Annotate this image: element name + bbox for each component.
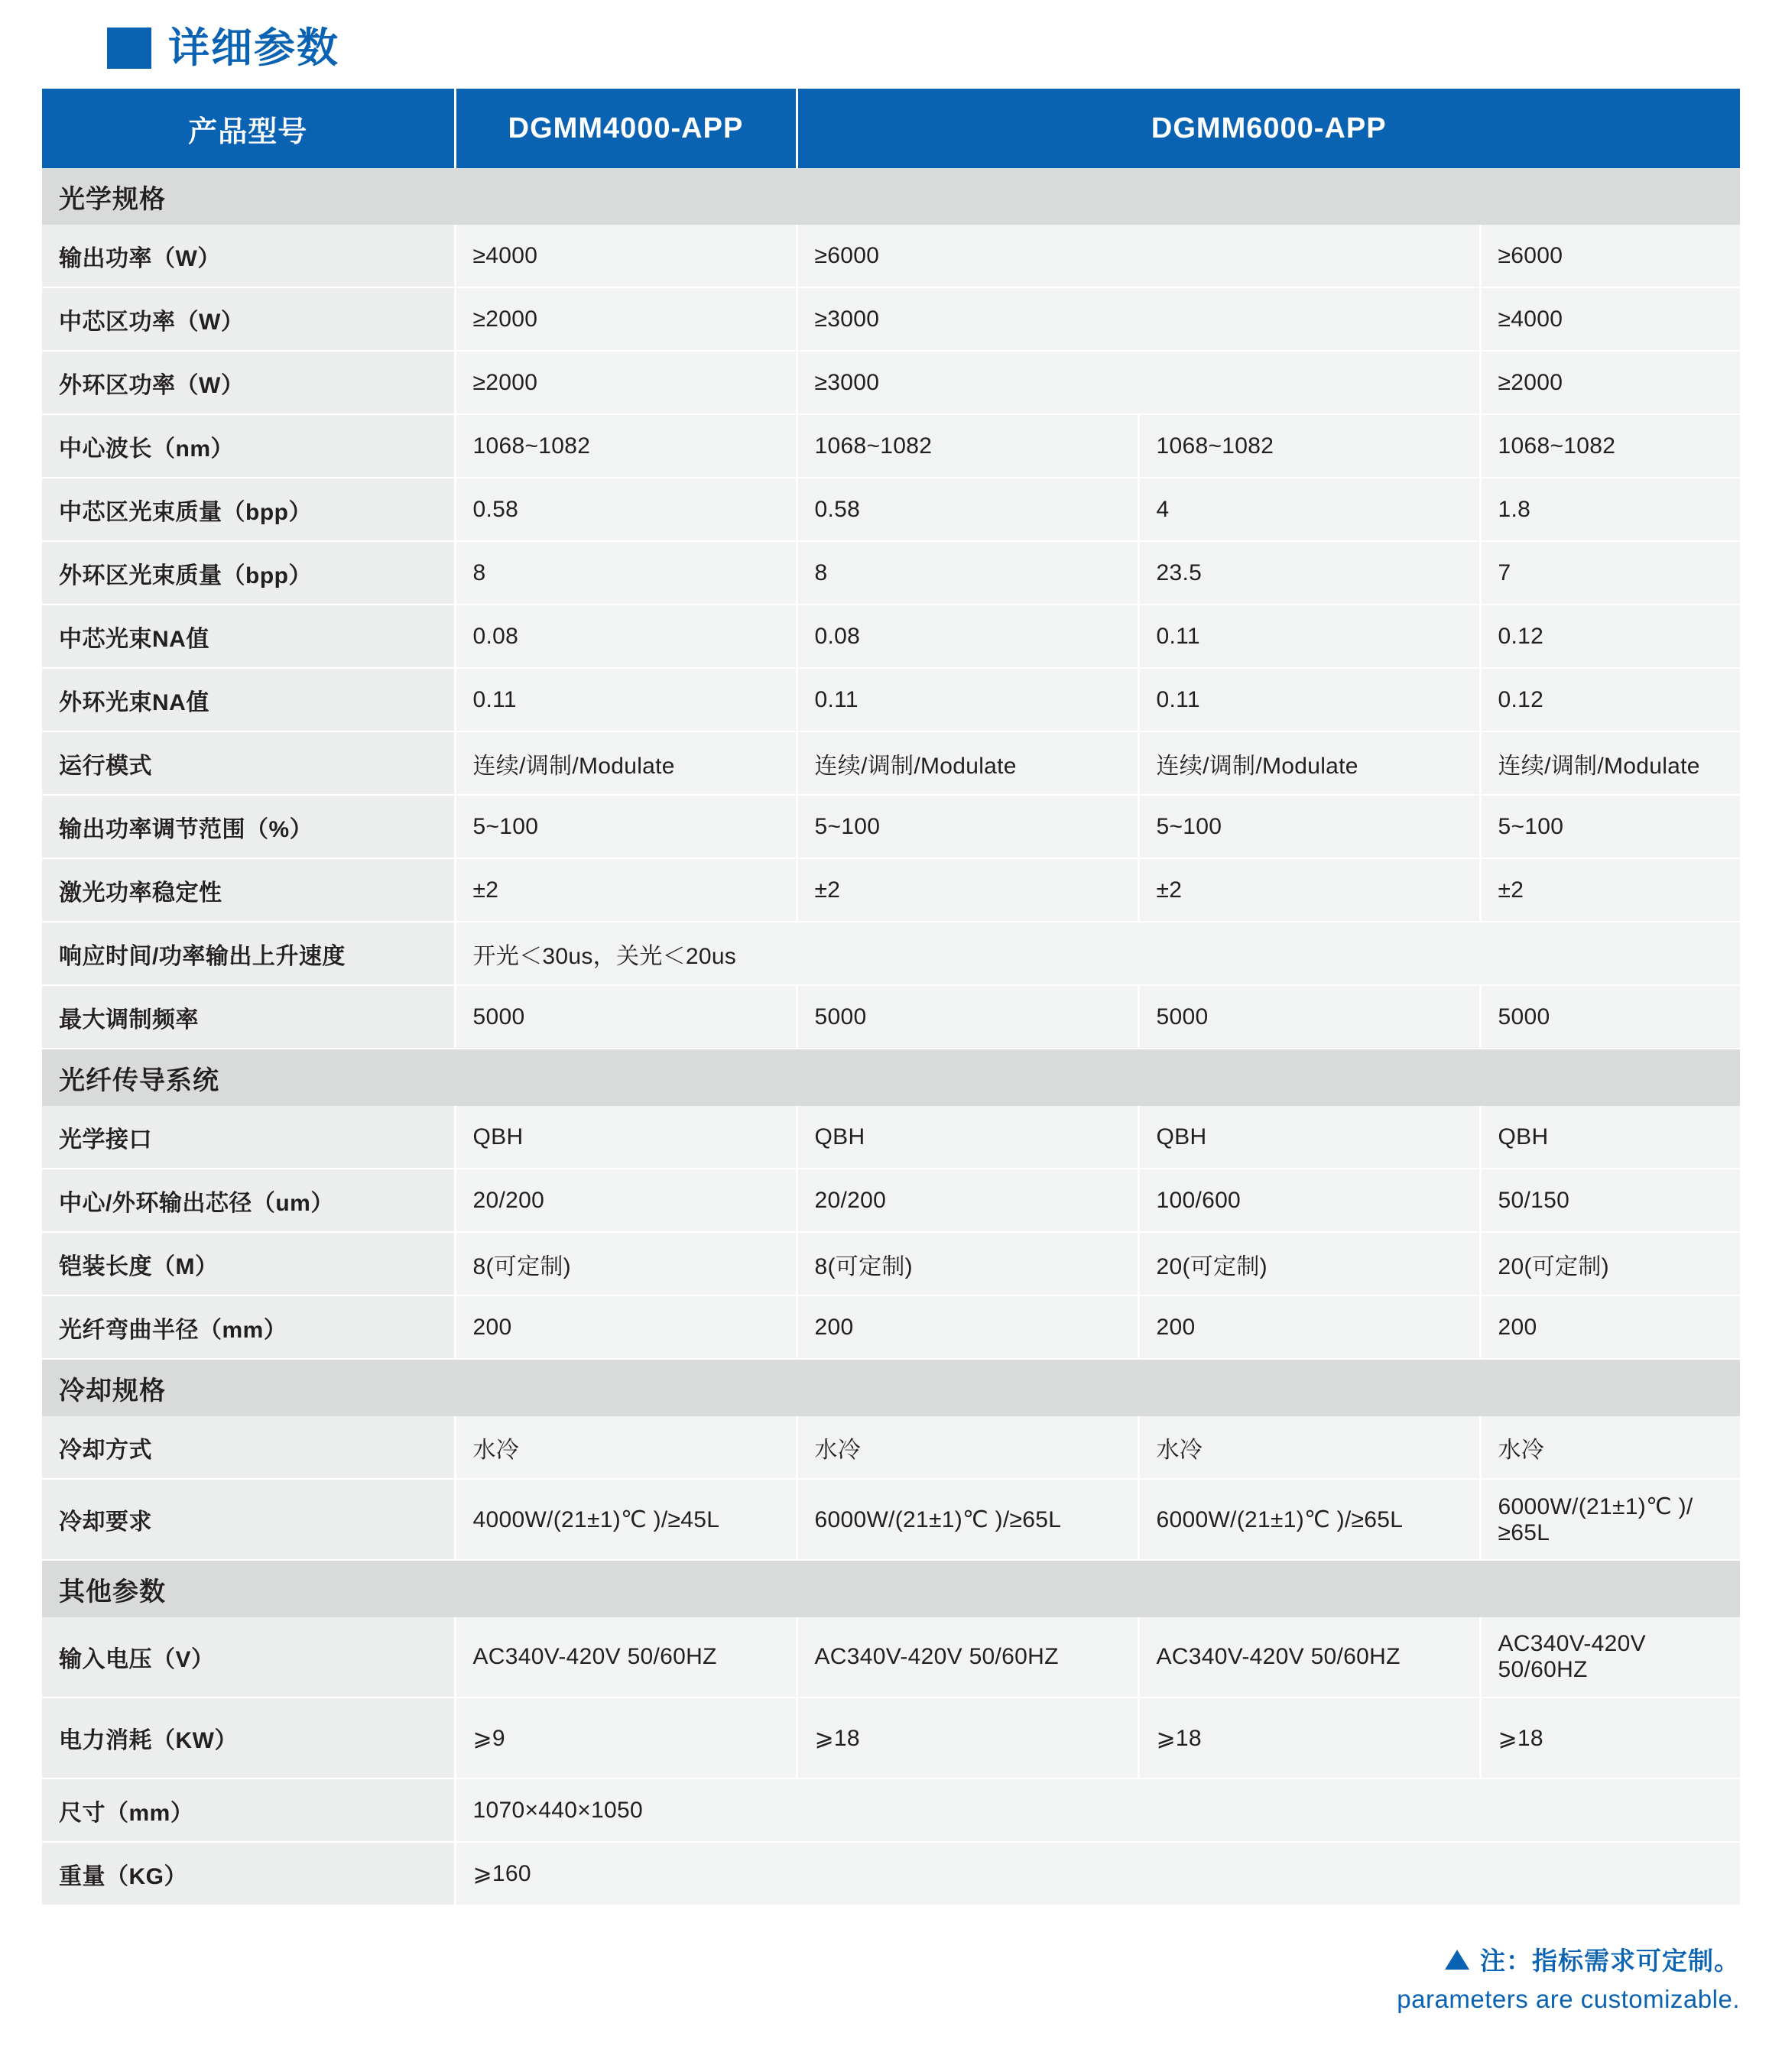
row-value: 6000W/(21±1)℃ )/≥65L xyxy=(1480,1479,1740,1560)
row-value: 200 xyxy=(1480,1295,1740,1359)
row-value: 0.58 xyxy=(455,478,797,541)
row-label: 最大调制频率 xyxy=(42,985,455,1049)
row-value: 连续/调制/Modulate xyxy=(1480,731,1740,795)
row-label: 输入电压（V） xyxy=(42,1617,455,1697)
row-label: 响应时间/功率输出上升速度 xyxy=(42,922,455,985)
footnote xyxy=(42,1941,1740,2014)
row-value: 1070×440×1050 xyxy=(455,1779,1740,1842)
table-row xyxy=(42,858,1740,922)
row-value: ±2 xyxy=(797,858,1138,922)
row-value: QBH xyxy=(1138,1106,1480,1169)
row-value: 1068~1082 xyxy=(797,414,1138,478)
page-title xyxy=(107,25,1740,71)
table-row xyxy=(42,1697,1740,1779)
row-value: 水冷 xyxy=(1480,1416,1740,1479)
row-value: 0.11 xyxy=(1138,668,1480,731)
row-value: 4 xyxy=(1138,478,1480,541)
row-value: ≥4000 xyxy=(455,225,797,287)
table-row xyxy=(42,287,1740,351)
table-row xyxy=(42,795,1740,858)
row-value: AC340V-420V 50/60HZ xyxy=(1480,1617,1740,1697)
row-value: 连续/调制/Modulate xyxy=(1138,731,1480,795)
row-value: AC340V-420V 50/60HZ xyxy=(797,1617,1138,1697)
row-label: 冷却要求 xyxy=(42,1479,455,1560)
row-value: 1068~1082 xyxy=(1480,414,1740,478)
footnote-line-1: 注：指标需求可定制。 xyxy=(1480,1947,1740,1975)
row-label: 输出功率调节范围（%） xyxy=(42,795,455,858)
row-value: 1068~1082 xyxy=(455,414,797,478)
triangle-icon xyxy=(1445,1950,1469,1970)
row-value: 5000 xyxy=(797,985,1138,1049)
row-value: 连续/调制/Modulate xyxy=(455,731,797,795)
row-value: 20(可定制) xyxy=(1138,1232,1480,1295)
row-value: 23.5 xyxy=(1138,541,1480,605)
table-row xyxy=(42,668,1740,731)
row-value: 水冷 xyxy=(797,1416,1138,1479)
specification-table xyxy=(42,89,1740,1906)
row-value: 20(可定制) xyxy=(1480,1232,1740,1295)
row-value: 4000W/(21±1)℃ )/≥45L xyxy=(455,1479,797,1560)
row-label: 外环光束NA值 xyxy=(42,668,455,731)
row-value: ≥3000 xyxy=(797,351,1480,414)
row-label: 外环区光束质量（bpp） xyxy=(42,541,455,605)
section-title: 光纤传导系统 xyxy=(42,1049,1740,1106)
table-row xyxy=(42,1617,1740,1697)
row-label: 中芯区功率（W） xyxy=(42,287,455,351)
row-value: QBH xyxy=(455,1106,797,1169)
row-value: 8(可定制) xyxy=(797,1232,1138,1295)
table-row xyxy=(42,1232,1740,1295)
table-section-row xyxy=(42,1359,1740,1416)
footnote-line-2: parameters are customizable. xyxy=(1397,1985,1740,2013)
row-label: 尺寸（mm） xyxy=(42,1779,455,1842)
table-row xyxy=(42,731,1740,795)
table-row xyxy=(42,605,1740,668)
row-value: ≥6000 xyxy=(797,225,1480,287)
row-value: ⩾18 xyxy=(1138,1697,1480,1779)
row-label: 中芯区光束质量（bpp） xyxy=(42,478,455,541)
row-value: 50/150 xyxy=(1480,1169,1740,1232)
row-value: 0.08 xyxy=(455,605,797,668)
row-value: ≥2000 xyxy=(455,287,797,351)
row-value: 20/200 xyxy=(797,1169,1138,1232)
row-value: 5000 xyxy=(1480,985,1740,1049)
row-value: 水冷 xyxy=(455,1416,797,1479)
row-value: QBH xyxy=(1480,1106,1740,1169)
row-value: 0.08 xyxy=(797,605,1138,668)
table-row xyxy=(42,985,1740,1049)
header-dgmm4000: DGMM4000-APP xyxy=(455,89,797,168)
row-value: ⩾18 xyxy=(797,1697,1138,1779)
header-dgmm6000: DGMM6000-APP xyxy=(797,89,1740,168)
table-section-row xyxy=(42,1049,1740,1106)
row-value: ⩾160 xyxy=(455,1842,1740,1905)
row-label: 中芯光束NA值 xyxy=(42,605,455,668)
row-value: 5000 xyxy=(455,985,797,1049)
row-value: 0.11 xyxy=(797,668,1138,731)
row-label: 激光功率稳定性 xyxy=(42,858,455,922)
row-value: ±2 xyxy=(455,858,797,922)
table-section-row xyxy=(42,168,1740,225)
row-value: 20/200 xyxy=(455,1169,797,1232)
row-value: 1068~1082 xyxy=(1138,414,1480,478)
table-row xyxy=(42,1169,1740,1232)
table-row xyxy=(42,1779,1740,1842)
row-value: 水冷 xyxy=(1138,1416,1480,1479)
row-value: 5~100 xyxy=(455,795,797,858)
row-value: 5~100 xyxy=(1138,795,1480,858)
row-value: ≥6000 xyxy=(1480,225,1740,287)
row-label: 电力消耗（KW） xyxy=(42,1697,455,1779)
header-model-label: 产品型号 xyxy=(42,89,455,168)
table-row xyxy=(42,1842,1740,1905)
table-header-row xyxy=(42,89,1740,168)
row-label: 光学接口 xyxy=(42,1106,455,1169)
row-value: 200 xyxy=(1138,1295,1480,1359)
page-title-text: 详细参数 xyxy=(168,25,339,71)
row-value: 8 xyxy=(797,541,1138,605)
table-body xyxy=(42,168,1740,1905)
row-value: 0.58 xyxy=(797,478,1138,541)
section-title: 光学规格 xyxy=(42,168,1740,225)
row-value: 0.11 xyxy=(455,668,797,731)
table-row xyxy=(42,414,1740,478)
row-value: AC340V-420V 50/60HZ xyxy=(1138,1617,1480,1697)
row-value: 200 xyxy=(455,1295,797,1359)
table-row xyxy=(42,1295,1740,1359)
row-value: ≥3000 xyxy=(797,287,1480,351)
table-header xyxy=(42,89,1740,168)
section-title: 冷却规格 xyxy=(42,1359,1740,1416)
row-value: ⩾9 xyxy=(455,1697,797,1779)
row-value: 6000W/(21±1)℃ )/≥65L xyxy=(1138,1479,1480,1560)
row-value: 1.8 xyxy=(1480,478,1740,541)
row-value: 开光＜30us，关光＜20us xyxy=(455,922,1740,985)
row-label: 中心/外环输出芯径（um） xyxy=(42,1169,455,1232)
row-value: ±2 xyxy=(1138,858,1480,922)
row-value: 6000W/(21±1)℃ )/≥65L xyxy=(797,1479,1138,1560)
title-marker-icon xyxy=(107,28,151,69)
row-label: 重量（KG） xyxy=(42,1842,455,1905)
table-row xyxy=(42,478,1740,541)
row-value: 8(可定制) xyxy=(455,1232,797,1295)
table-row xyxy=(42,922,1740,985)
section-title: 其他参数 xyxy=(42,1560,1740,1617)
table-row xyxy=(42,1479,1740,1560)
row-value: 连续/调制/Modulate xyxy=(797,731,1138,795)
row-value: ±2 xyxy=(1480,858,1740,922)
row-value: AC340V-420V 50/60HZ xyxy=(455,1617,797,1697)
row-label: 中心波长（nm） xyxy=(42,414,455,478)
row-label: 冷却方式 xyxy=(42,1416,455,1479)
row-label: 运行模式 xyxy=(42,731,455,795)
table-row xyxy=(42,225,1740,287)
row-value: 200 xyxy=(797,1295,1138,1359)
table-section-row xyxy=(42,1560,1740,1617)
row-value: ≥4000 xyxy=(1480,287,1740,351)
table-row xyxy=(42,1106,1740,1169)
row-value: 0.12 xyxy=(1480,605,1740,668)
row-value: 7 xyxy=(1480,541,1740,605)
row-value: QBH xyxy=(797,1106,1138,1169)
row-value: 0.11 xyxy=(1138,605,1480,668)
row-value: 8 xyxy=(455,541,797,605)
row-label: 输出功率（W） xyxy=(42,225,455,287)
row-value: 100/600 xyxy=(1138,1169,1480,1232)
row-value: ≥2000 xyxy=(455,351,797,414)
row-value: ≥2000 xyxy=(1480,351,1740,414)
table-row xyxy=(42,541,1740,605)
row-label: 外环区功率（W） xyxy=(42,351,455,414)
row-label: 光纤弯曲半径（mm） xyxy=(42,1295,455,1359)
row-value: 0.12 xyxy=(1480,668,1740,731)
row-value: 5~100 xyxy=(797,795,1138,858)
row-value: 5000 xyxy=(1138,985,1480,1049)
row-value: ⩾18 xyxy=(1480,1697,1740,1779)
row-value: 5~100 xyxy=(1480,795,1740,858)
table-row xyxy=(42,351,1740,414)
row-label: 铠装长度（M） xyxy=(42,1232,455,1295)
table-row xyxy=(42,1416,1740,1479)
